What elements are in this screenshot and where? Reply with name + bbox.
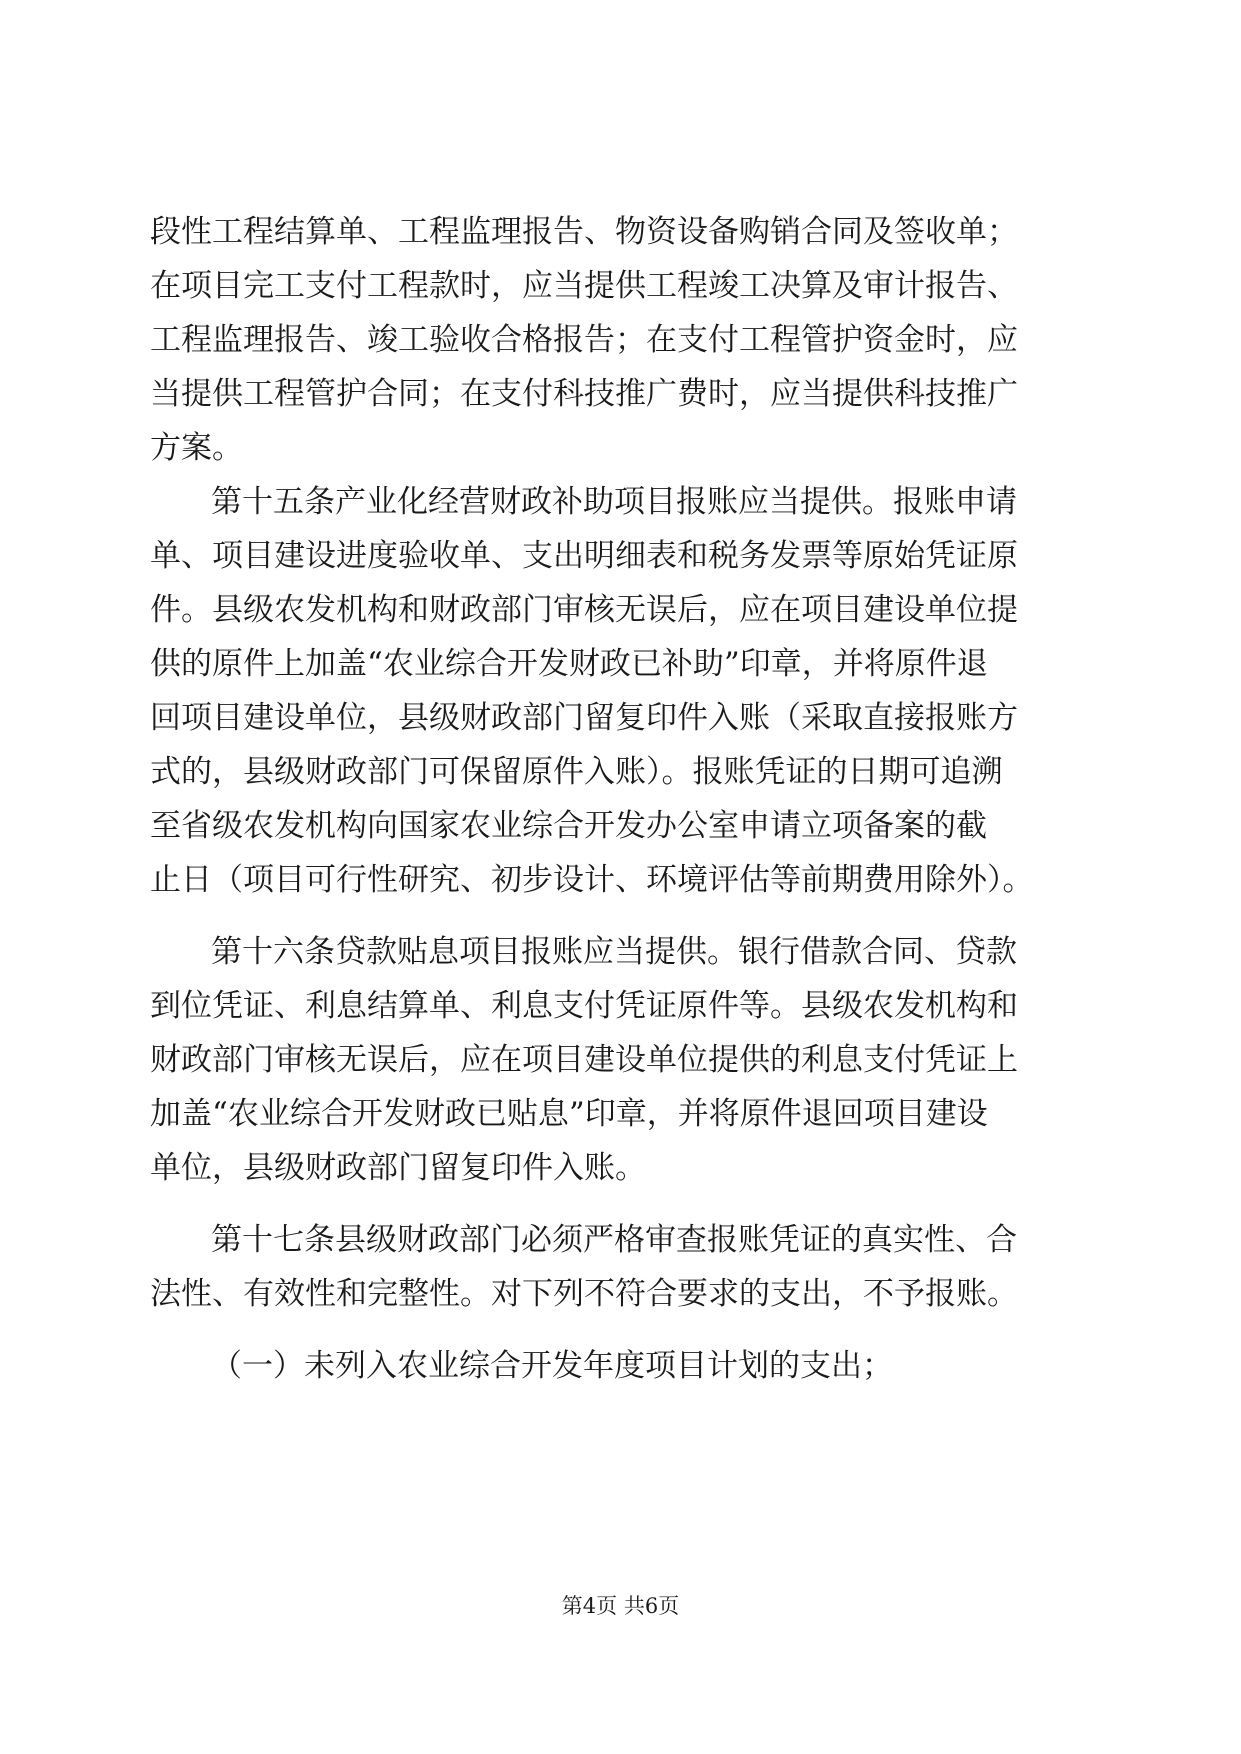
text-line-content: 到位凭证、利息结算单、利息支付凭证原件等。县级农发机构和 (150, 988, 1018, 1024)
text-line-content: 第十五条产业化经营财政补助项目报账应当提供。报账申请 (211, 484, 1017, 520)
text-line-content: 方案。 (150, 430, 243, 466)
text-line (0, 1274, 1241, 1314)
text-line (0, 212, 1241, 252)
text-line-content: 在项目完工支付工程款时，应当提供工程竣工决算及审计报告、 (150, 268, 1018, 304)
text-line (0, 266, 1241, 306)
text-line-content: 式的，县级财政部门可保留原件入账）。报账凭证的日期可追溯 (150, 754, 1003, 790)
text-line-content: 回项目建设单位，县级财政部门留复印件入账（采取直接报账方 (150, 700, 1018, 736)
article-16-first-line (0, 932, 1241, 972)
text-line-content: 单位，县级财政部门留复印件入账。 (150, 1150, 646, 1186)
text-line (0, 698, 1241, 738)
text-line (0, 428, 1241, 468)
text-line-content: 单、项目建设进度验收单、支出明细表和税务发票等原始凭证原 (150, 538, 1018, 574)
page-number: 第4页 共6页 (561, 1594, 680, 1618)
text-line (0, 806, 1241, 846)
text-line (0, 986, 1241, 1026)
text-line (0, 860, 1241, 900)
article-15-first-line (0, 482, 1241, 522)
text-line (0, 374, 1241, 414)
text-line (0, 1148, 1241, 1188)
text-line-content: （一）未列入农业综合开发年度项目计划的支出； (211, 1348, 893, 1384)
text-line-content: 加盖“农业综合开发财政已贴息”印章，并将原件退回项目建设 (150, 1096, 988, 1132)
text-line-content: 法性、有效性和完整性。对下列不符合要求的支出，不予报账。 (150, 1276, 1018, 1312)
text-line (0, 590, 1241, 630)
text-line-content: 第十六条贷款贴息项目报账应当提供。银行借款合同、贷款 (211, 934, 1017, 970)
text-line-content: 当提供工程管护合同；在支付科技推广费时，应当提供科技推广 (150, 376, 1018, 412)
text-line-content: 段性工程结算单、工程监理报告、物资设备购销合同及签收单； (150, 214, 1018, 250)
text-line-content: 财政部门审核无误后，应在项目建设单位提供的利息支付凭证上 (150, 1042, 1018, 1078)
text-line (0, 1040, 1241, 1080)
text-line-content: 工程监理报告、竣工验收合格报告；在支付工程管护资金时，应 (150, 322, 1018, 358)
text-line (0, 644, 1241, 684)
text-line-content: 第十七条县级财政部门必须严格审查报账凭证的真实性、合 (211, 1222, 1017, 1258)
list-item (0, 1346, 1241, 1386)
text-line (0, 752, 1241, 792)
text-line-content: 件。县级农发机构和财政部门审核无误后，应在项目建设单位提 (150, 592, 1018, 628)
text-line-content: 供的原件上加盖“农业综合开发财政已补助”印章，并将原件退 (150, 646, 988, 682)
text-line (0, 320, 1241, 360)
article-17-first-line (0, 1220, 1241, 1260)
text-line (0, 1094, 1241, 1134)
text-line-content: 止日（项目可行性研究、初步设计、环境评估等前期费用除外）。 (150, 862, 1034, 898)
text-line-content: 至省级农发机构向国家农业综合开发办公室申请立项备案的截 (150, 808, 987, 844)
text-line (0, 536, 1241, 576)
